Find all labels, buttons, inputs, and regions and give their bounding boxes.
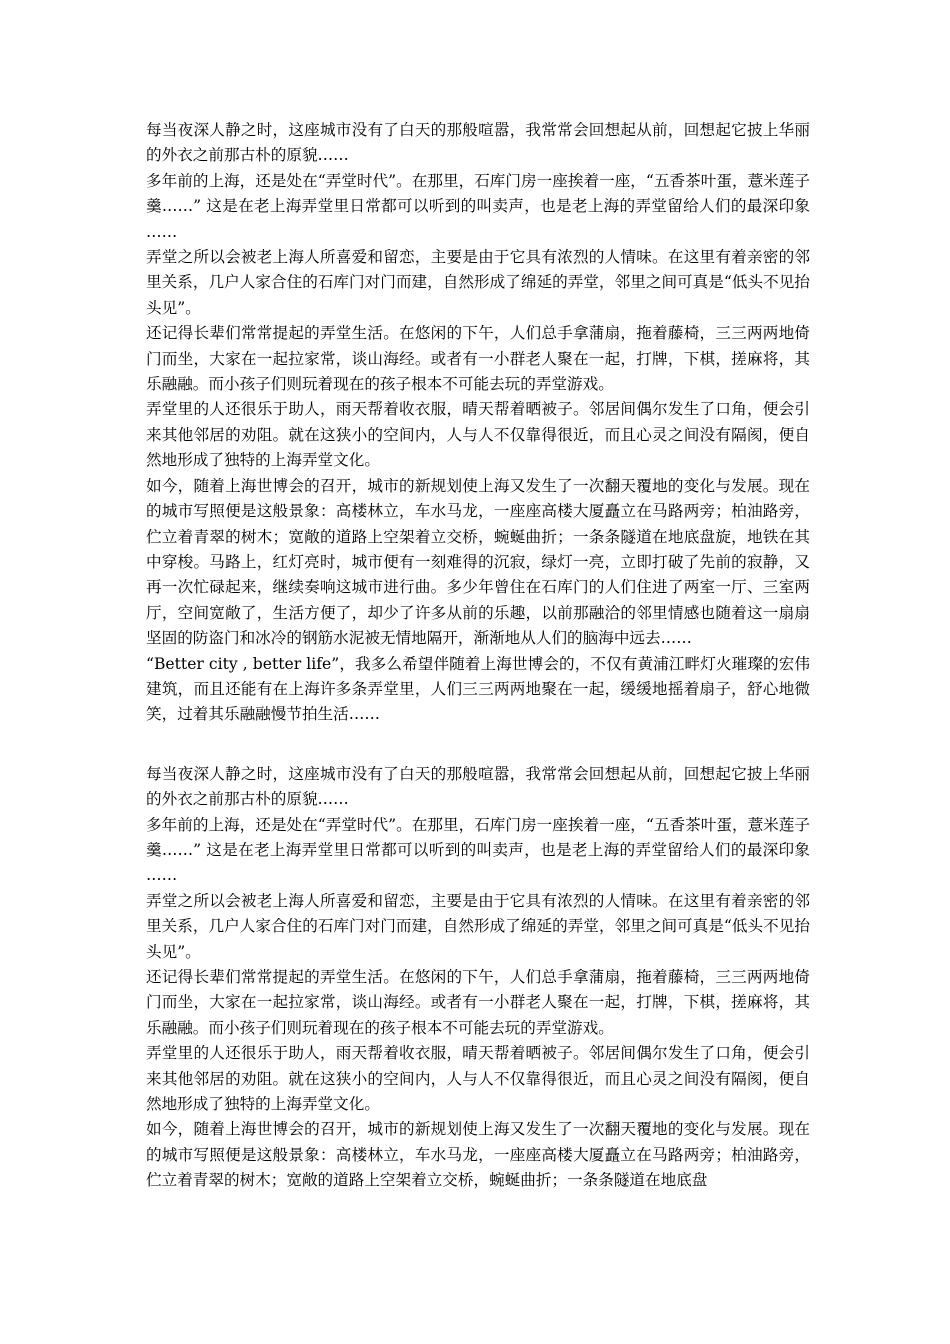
paragraph: 还记得长辈们常常提起的弄堂生活。在悠闲的下午，人们总手拿蒲扇，拖着藤椅，三三两两地倚门而坐，大家在一起拉家常，谈山海经。或者有一小群老人聚在一起，打牌，下棋，搓麻将，其乐融融。而小孩子们则玩着现在的孩子根本不可能去玩的弄堂游戏。 xyxy=(146,324,810,394)
essay-section-1 xyxy=(146,118,810,728)
document-page xyxy=(146,118,810,1194)
paragraph: 弄堂里的人还很乐于助人，雨天帮着收衣服，晴天帮着晒被子。邻居间偶尔发生了口角，便会引来其他邻居的劝阻。就在这狭小的空间内，人与人不仅靠得很近，而且心灵之间没有隔阂，便自然地形成了独特的上海弄堂文化。 xyxy=(146,400,810,470)
paragraph: 多年前的上海，还是处在“弄堂时代”。在那里，石库门房一座挨着一座，“五香茶叶蛋，薏米莲子羹……” 这是在老上海弄堂里日常都可以听到的叫卖声，也是老上海的弄堂留给人们的最深印象 …… xyxy=(146,815,810,885)
paragraph: 弄堂之所以会被老上海人所喜爱和留恋，主要是由于它具有浓烈的人情味。在这里有着亲密的邻里关系，几户人家合住的石库门对门而建，自然形成了绵延的弄堂，邻里之间可真是“低头不见抬头见”。 xyxy=(146,248,810,317)
paragraph: 弄堂之所以会被老上海人所喜爱和留恋，主要是由于它具有浓烈的人情味。在这里有着亲密的邻里关系，几户人家合住的石库门对门而建，自然形成了绵延的弄堂，邻里之间可真是“低头不见抬头见”。 xyxy=(146,891,810,961)
paragraph: 多年前的上海，还是处在“弄堂时代”。在那里，石库门房一座挨着一座，“五香茶叶蛋，薏米莲子羹……” 这是在老上海弄堂里日常都可以听到的叫卖声，也是老上海的弄堂留给人们的最深印象 …… xyxy=(146,171,810,241)
paragraph: 还记得长辈们常常提起的弄堂生活。在悠闲的下午，人们总手拿蒲扇，拖着藤椅，三三两两地倚门而坐，大家在一起拉家常，谈山海经。或者有一小群老人聚在一起，打牌，下棋，搓麻将，其乐融融。而小孩子们则玩着现在的孩子根本不可能去玩的弄堂游戏。 xyxy=(146,968,810,1037)
paragraph: 每当夜深人静之时，这座城市没有了白天的那般喧嚣，我常常会回想起从前，回想起它披上华丽的外衣之前那古朴的原貌…… xyxy=(146,764,810,809)
paragraph: 弄堂里的人还很乐于助人，雨天帮着收衣服，晴天帮着晒被子。邻居间偶尔发生了口角，便会引来其他邻居的劝阻。就在这狭小的空间内，人与人不仅靠得很近，而且心灵之间没有隔阂，便自然地形成了独特的上海弄堂文化。 xyxy=(146,1044,810,1114)
paragraph: “Better city , better life”，我多么希望伴随着上海世博会的，不仅有黄浦江畔灯火璀璨的宏伟建筑，而且还能有在上海许多条弄堂里，人们三三两两地聚在一起，缓缓地摇着扇子，舒心地微笑，过着其乐融融慢节拍生活…… xyxy=(146,654,810,724)
essay-section-2 xyxy=(146,762,810,1194)
paragraph: 每当夜深人静之时，这座城市没有了白天的那般喧嚣，我常常会回想起从前，回想起它披上华丽的外衣之前那古朴的原貌…… xyxy=(146,121,810,165)
paragraph: 如今，随着上海世博会的召开，城市的新规划使上海又发生了一次翻天覆地的变化与发展。现在的城市写照便是这般景象：高楼林立，车水马龙，一座座高楼大厦矗立在马路两旁；柏油路旁，伫立着青翠的树木；宽敞的道路上空架着立交桥，蜿蜒曲折；一条条隧道在地底盘旋，地铁在其中穿梭。马路上，红灯亮时，城市便有一刻难得的沉寂，绿灯一亮，立即打破了先前的寂静，又再一次忙碌起来，继续奏响这城市进行曲。多少年曾住在石库门的人们住进了两室一厅、三室两厅，空间宽敞了，生活方便了，却少了许多从前的乐趣，以前那融洽的邻里情感也随着这一扇扇坚固的防盗门和冰冷的钢筋水泥被无情地隔开，渐渐地从人们的脑海中远去…… xyxy=(146,476,810,648)
paragraph: 如今，随着上海世博会的召开，城市的新规划使上海又发生了一次翻天覆地的变化与发展。现在的城市写照便是这般景象：高楼林立，车水马龙，一座座高楼大厦矗立在马路两旁；柏油路旁，伫立着青翠的树木；宽敞的道路上空架着立交桥，蜿蜒曲折；一条条隧道在地底盘 xyxy=(146,1120,810,1190)
